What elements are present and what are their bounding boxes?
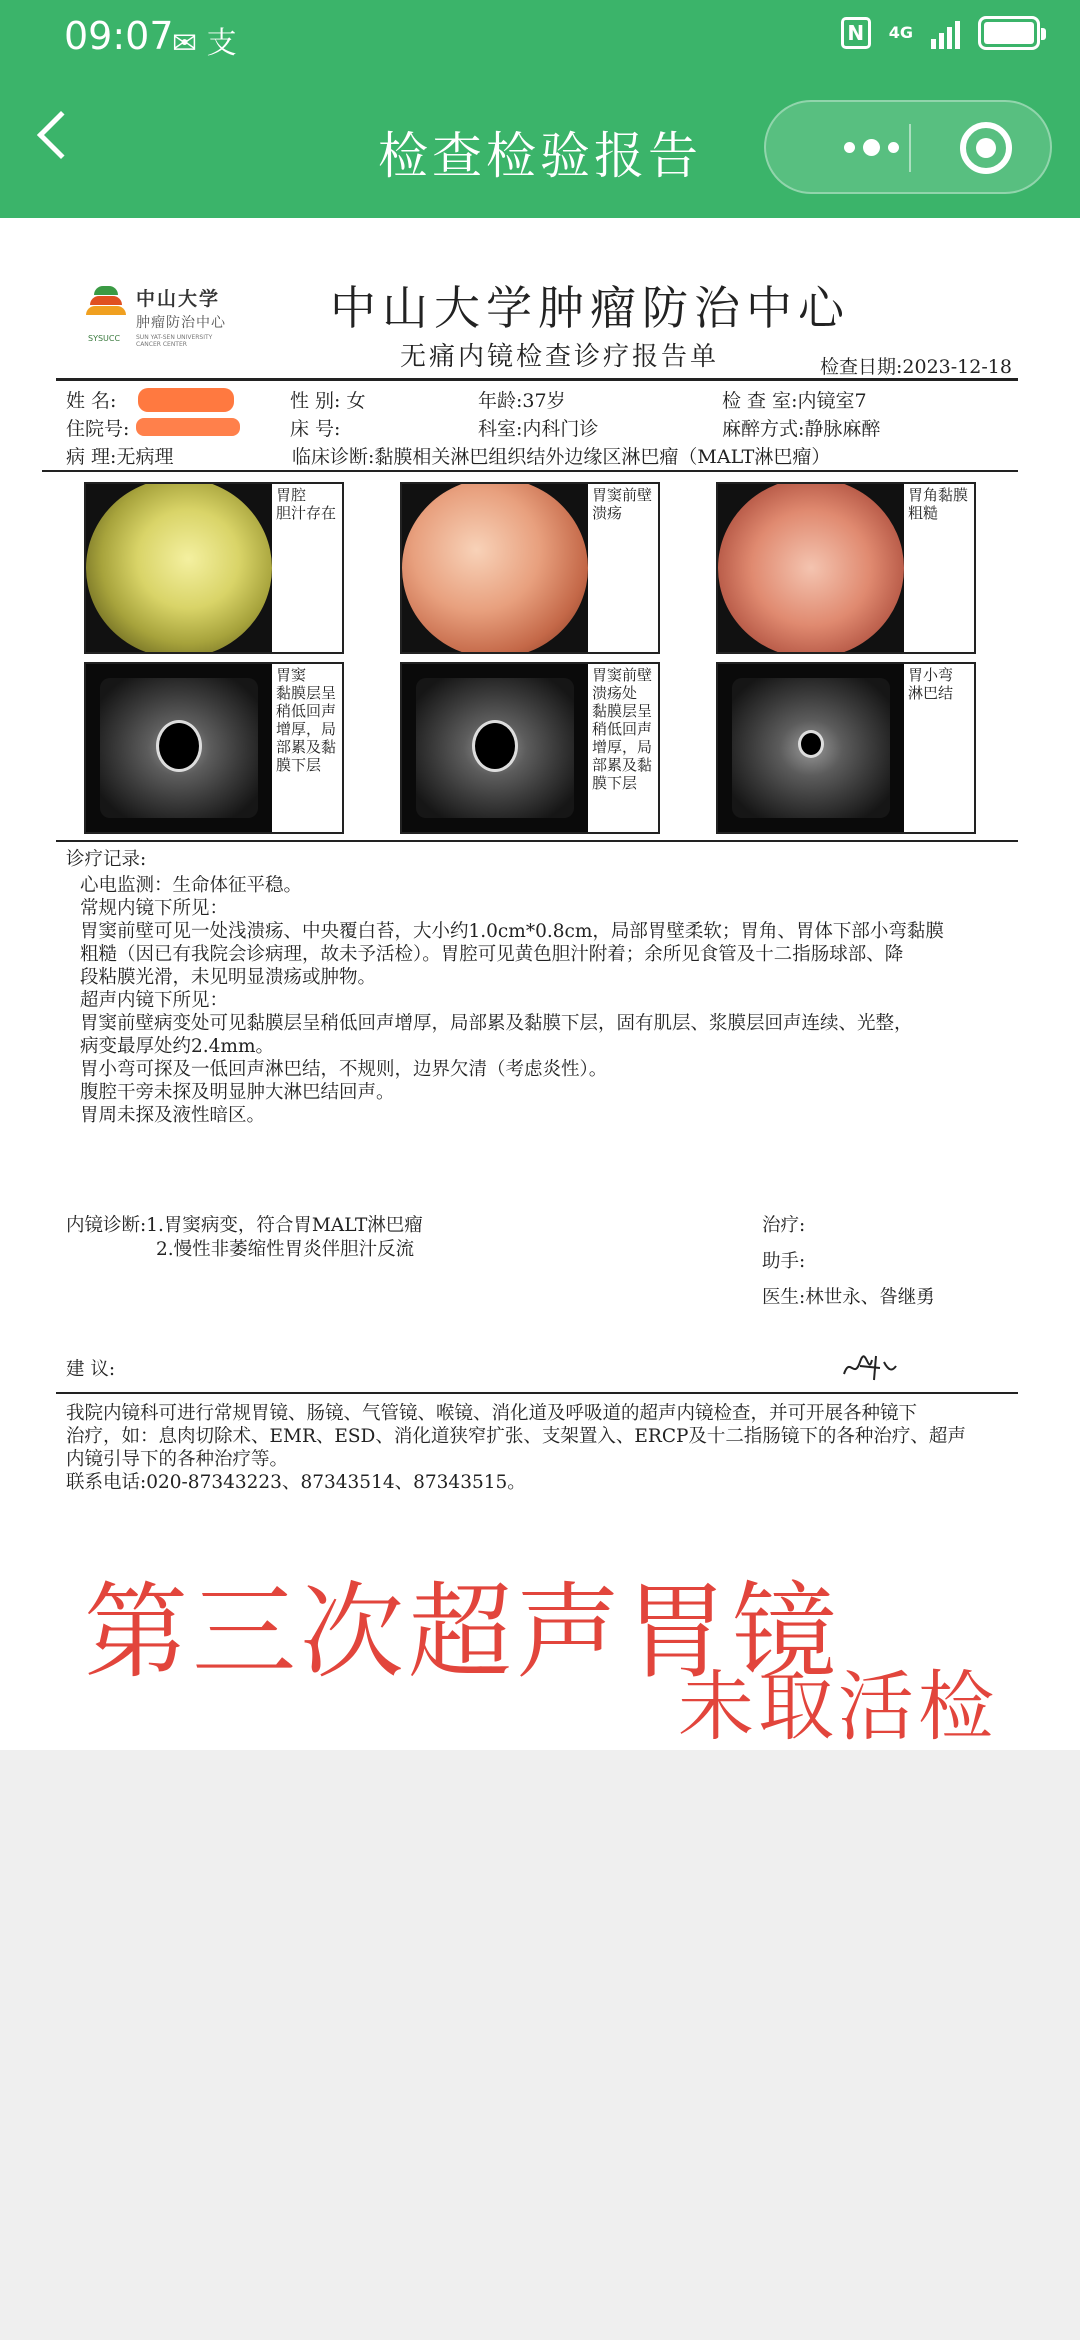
assistant-label: 助手: [762, 1251, 806, 1272]
image-caption: 胃窦 黏膜层呈 稍低回声 增厚，局 部累及黏 膜下层 [276, 666, 337, 774]
battery-icon [978, 16, 1040, 50]
divider [56, 378, 1018, 381]
record-line: 胃小弯可探及一低回声淋巴结，不规则，边界欠清（考虑炎性）。 [80, 1059, 608, 1080]
annotation-title: 第三次超声胃镜 [84, 1571, 841, 1693]
status-bar [0, 0, 1080, 78]
doctor-signature [840, 1346, 900, 1386]
annotation-subtitle: 未取活检 [678, 1662, 998, 1751]
miniprogram-capsule [764, 100, 1052, 194]
admission-label: 住院号: [66, 418, 130, 440]
report-document [0, 218, 1080, 1750]
ultrasound-image-cell [716, 662, 976, 834]
clinical-diagnosis: 临床诊断:黏膜相关淋巴组织结外边缘区淋巴瘤（MALT淋巴瘤） [292, 446, 831, 468]
endoscopy-image-cell [84, 482, 344, 654]
endoscopic-diagnosis-2: 2.慢性非萎缩性胃炎伴胆汁反流 [156, 1239, 415, 1260]
footer-line: 联系电话:020-87343223、87343514、87343515。 [66, 1472, 526, 1493]
divider [56, 840, 1018, 842]
image-caption: 胃窦前壁 溃疡 [592, 486, 653, 522]
endoscopy-image-cell [716, 482, 976, 654]
divider [42, 470, 1018, 472]
ultrasound-image-cell [84, 662, 344, 834]
ultrasound-image [86, 664, 272, 832]
record-line: 腹腔干旁未探及明显肿大淋巴结回声。 [80, 1082, 395, 1103]
record-line: 段粘膜光滑，未见明显溃疡或肿物。 [80, 967, 377, 988]
record-line: 常规内镜下所见： [80, 898, 229, 919]
logo-mark-icon [84, 286, 128, 326]
record-line: 心电监测：生命体征平稳。 [80, 875, 303, 896]
footer-notice [66, 1402, 966, 1494]
record-text [80, 874, 944, 1127]
redacted-name [138, 388, 234, 412]
doctor-names: 医生:林世永、昝继勇 [762, 1287, 935, 1308]
patient-gender: 性 别: 女 [290, 390, 366, 412]
treatment-label: 治疗: [762, 1215, 806, 1236]
record-line: 超声内镜下所见： [80, 990, 229, 1011]
record-line: 胃窦前壁可见一处浅溃疡、中央覆白苔，大小约1.0cm*0.8cm，局部胃壁柔软；胃角、胃体下部小弯黏膜 [80, 921, 944, 942]
department: 科室:内科门诊 [478, 418, 599, 440]
endoscopy-image [86, 484, 272, 652]
exam-room: 检 查 室:内镜室7 [722, 390, 867, 412]
nfc-icon: N [841, 17, 871, 49]
signal-icon [931, 17, 960, 49]
hospital-logo: 中山大学 肿瘤防治中心 SYSUCC SUN YAT-SEN UNIVERSITY CANCER CENTER [84, 280, 234, 352]
bed-number: 床 号: [290, 418, 341, 440]
endoscopy-image-cell [400, 482, 660, 654]
report-subtitle: 无痛内镜检查诊疗报告单 [400, 342, 720, 372]
page-title: 检查检验报告 [378, 127, 702, 185]
record-line: 粗糙（因已有我院会诊病理，故未予活检）。胃腔可见黄色胆汁附着；余所见食管及十二指肠球部、降 [80, 944, 904, 965]
image-caption: 胃腔 胆汁存在 [276, 486, 337, 522]
footer-line: 我院内镜科可进行常规胃镜、肠镜、气管镜、喉镜、消化道及呼吸道的超声内镜检查，并可开展各种镜下 [66, 1403, 918, 1424]
notification-icons: ✉ 支 [172, 26, 237, 61]
record-title: 诊疗记录: [66, 849, 147, 870]
advice-label: 建 议: [66, 1359, 116, 1380]
top-bar [0, 0, 1080, 218]
patient-age: 年龄:37岁 [478, 390, 566, 412]
ultrasound-image [402, 664, 588, 832]
close-miniprogram-button[interactable] [960, 122, 1012, 174]
hospital-name: 中山大学肿瘤防治中心 [330, 281, 850, 335]
network-type: 4G [888, 23, 913, 42]
capsule-divider [909, 124, 911, 172]
endoscopic-diagnosis: 内镜诊断:1.胃窦病变，符合胃MALT淋巴瘤 [66, 1215, 423, 1236]
anesthesia-method: 麻醉方式:静脉麻醉 [722, 418, 881, 440]
endoscopy-image [718, 484, 904, 652]
footer-line: 治疗，如：息肉切除术、EMR、ESD、消化道狭窄扩张、支架置入、ERCP及十二指肠镜下的各种治疗、超声 [66, 1426, 966, 1447]
image-caption: 胃角黏膜 粗糙 [908, 486, 969, 522]
pathology: 病 理:无病理 [66, 446, 174, 468]
record-line: 病变最厚处约2.4mm。 [80, 1036, 275, 1057]
exam-date: 检查日期:2023-12-18 [820, 356, 1012, 378]
image-caption: 胃窦前壁 溃疡处 黏膜层呈 稍低回声 增厚，局 部累及黏 膜下层 [592, 666, 653, 792]
footer-line: 内镜引导下的各种治疗等。 [66, 1449, 289, 1470]
endoscopy-image [402, 484, 588, 652]
status-time: 09:07 [64, 14, 174, 58]
redacted-admission-number [136, 418, 240, 436]
record-line: 胃窦前壁病变处可见黏膜层呈稍低回声增厚，局部累及黏膜下层，固有肌层、浆膜层回声连续、光整， [80, 1013, 913, 1034]
image-caption: 胃小弯 淋巴结 [908, 666, 954, 702]
divider [56, 1392, 1018, 1394]
more-options-button[interactable] [806, 102, 936, 192]
patient-name-label: 姓 名: [66, 390, 117, 412]
ultrasound-image-cell [400, 662, 660, 834]
status-right-icons [841, 16, 1040, 50]
record-line: 胃周未探及液性暗区。 [80, 1105, 266, 1126]
ultrasound-image [718, 664, 904, 832]
